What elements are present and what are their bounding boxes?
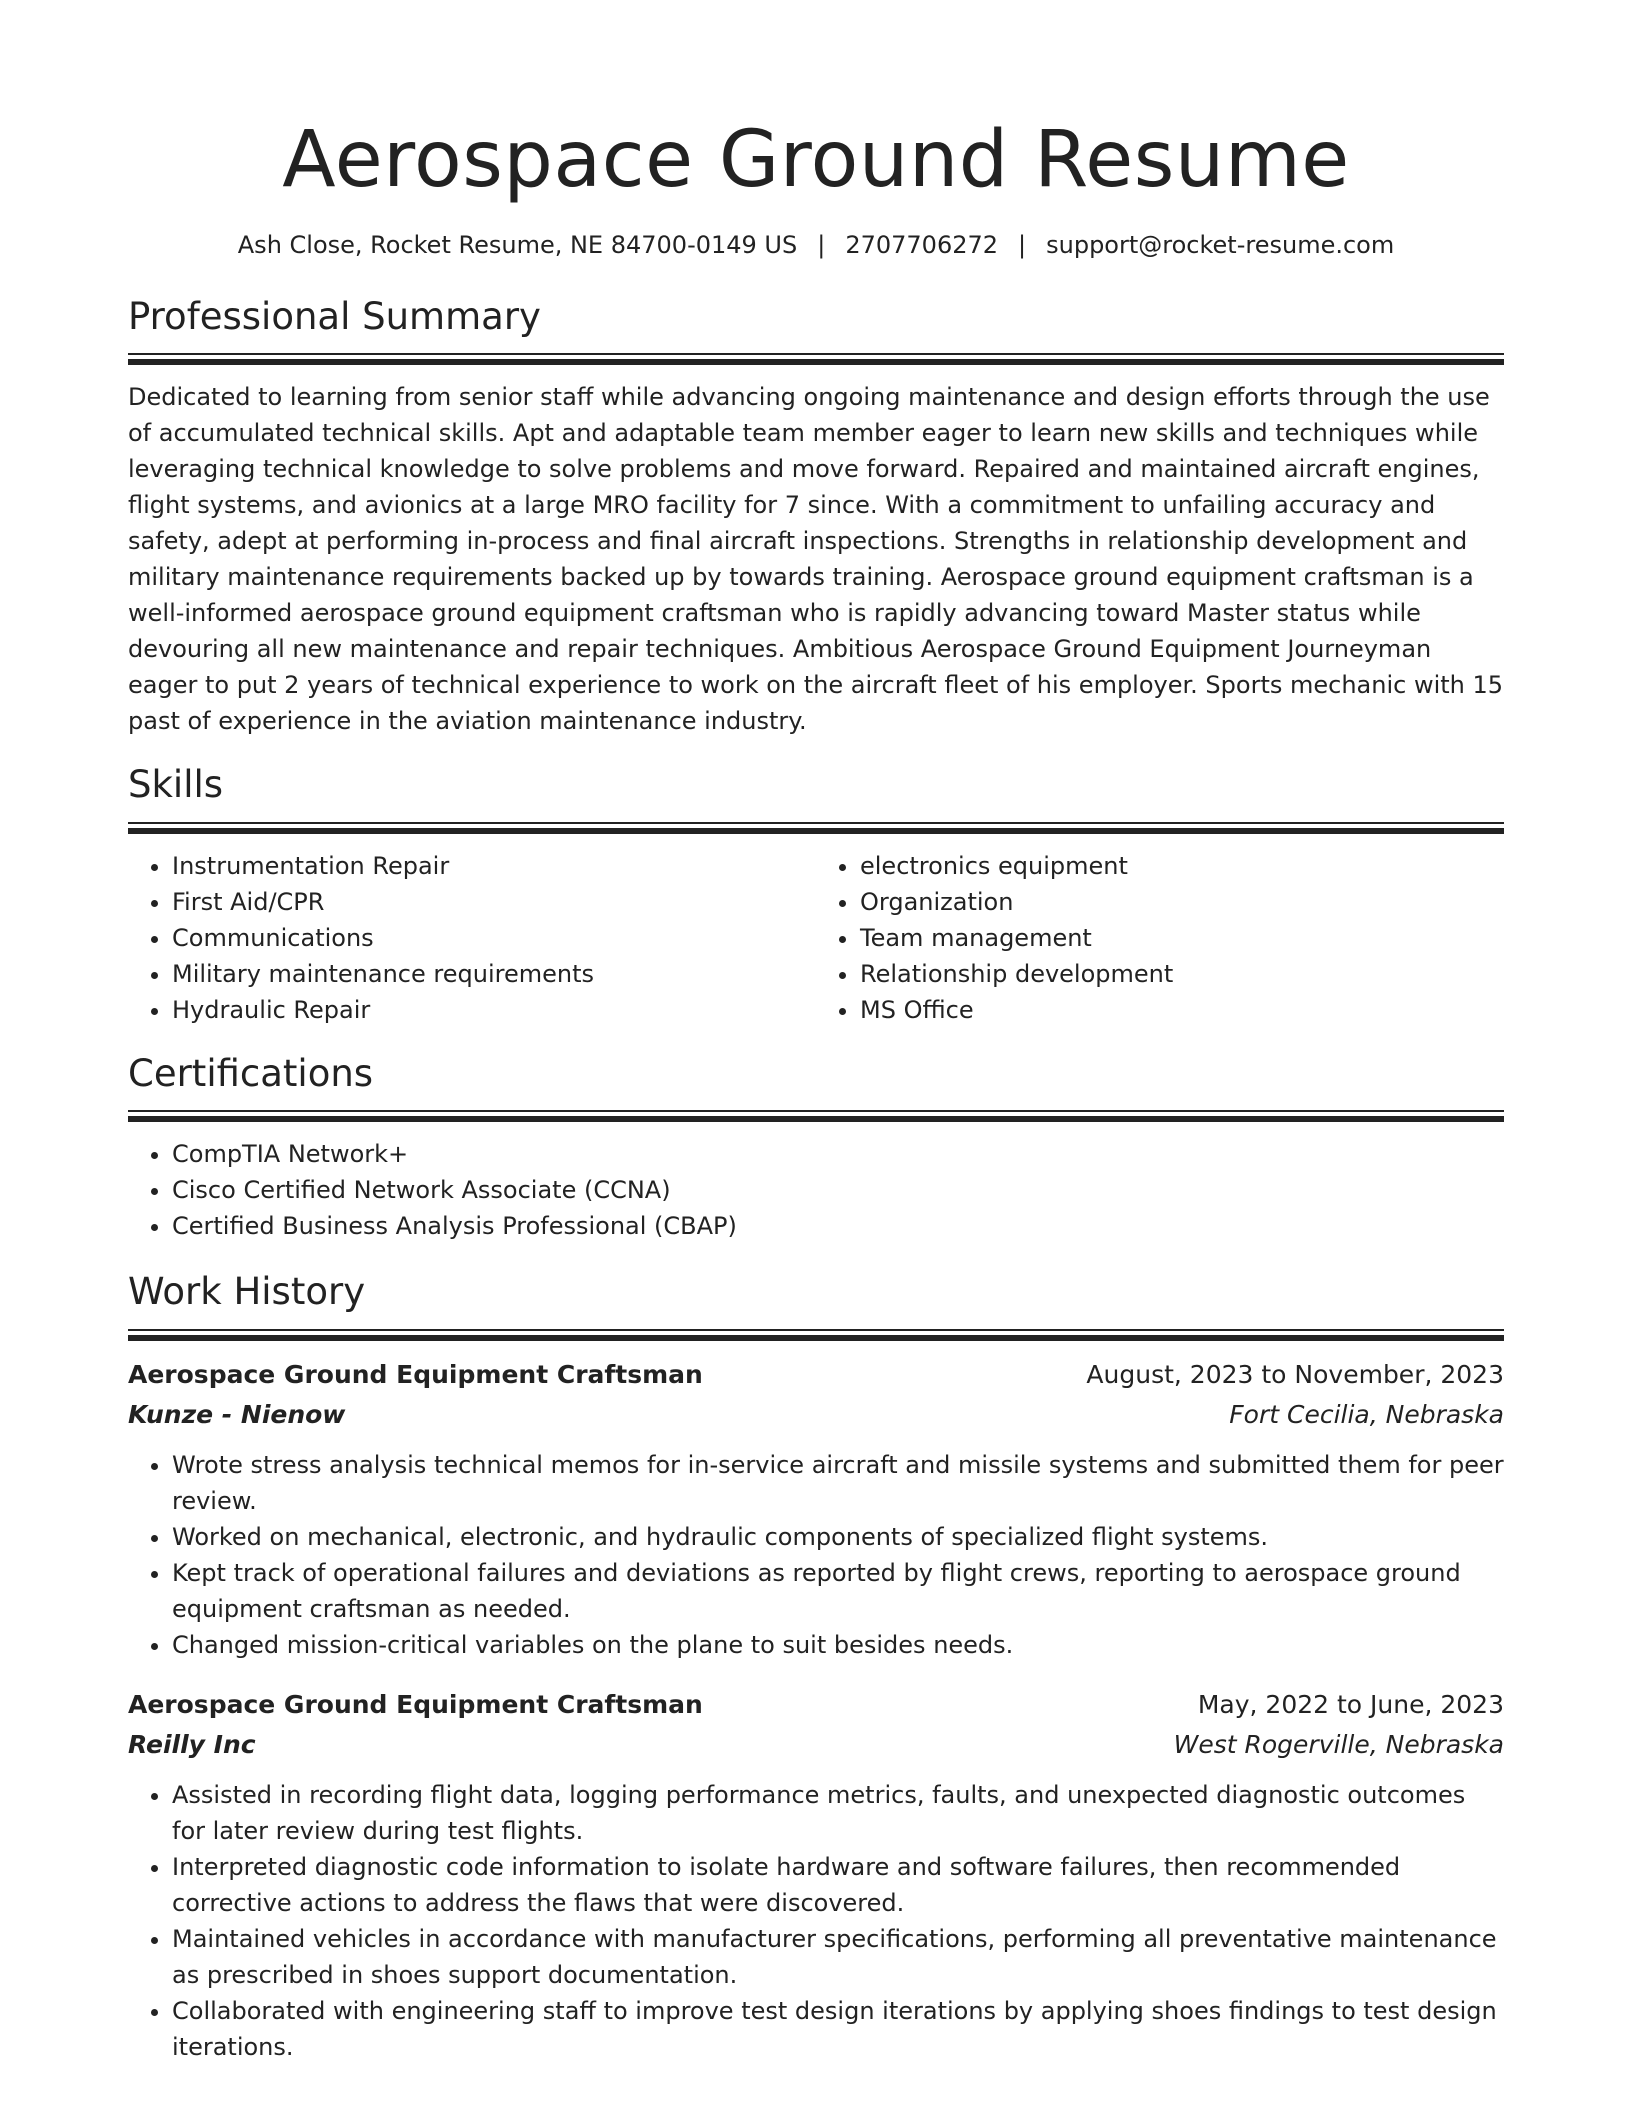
skill-item: • Communications bbox=[172, 920, 816, 956]
certifications-heading: Certifications bbox=[128, 1051, 374, 1095]
job-dates: May, 2022 to June, 2023 bbox=[1197, 1689, 1504, 1719]
work-history-section bbox=[128, 1270, 1504, 2064]
skills-grid bbox=[128, 848, 1504, 1028]
job-location: West Rogerville, Nebraska bbox=[1173, 1729, 1504, 1759]
summary-section bbox=[128, 295, 1504, 739]
skills-column-right bbox=[816, 848, 1504, 1028]
job-subheader bbox=[128, 1395, 1504, 1435]
job-company: Reilly Inc bbox=[128, 1729, 256, 1759]
job-bullet: • Changed mission-critical variables on the plane to suit besides needs. bbox=[172, 1627, 1504, 1663]
certifications-list bbox=[128, 1136, 1504, 1244]
job-bullet: • Worked on mechanical, electronic, and hydraulic components of specialized flight systems. bbox=[172, 1519, 1504, 1555]
contact-line bbox=[128, 230, 1504, 261]
skills-column-left bbox=[128, 848, 816, 1028]
contact-address: Ash Close, Rocket Resume, NE 84700-0149 US bbox=[237, 230, 798, 259]
skills-section bbox=[128, 763, 1504, 1027]
skill-item: • Instrumentation Repair bbox=[172, 848, 816, 884]
section-divider bbox=[128, 822, 1504, 834]
certification-item: • Certified Business Analysis Professional (CBAP) bbox=[172, 1208, 1504, 1244]
skill-item: • Military maintenance requirements bbox=[172, 956, 816, 992]
skill-item: • MS Office bbox=[860, 992, 1504, 1028]
job-entry bbox=[128, 1355, 1504, 1663]
skill-item: • First Aid/CPR bbox=[172, 884, 816, 920]
job-dates: August, 2023 to November, 2023 bbox=[1086, 1359, 1504, 1389]
job-entry bbox=[128, 1685, 1504, 2065]
skills-heading: Skills bbox=[128, 763, 224, 807]
summary-heading: Professional Summary bbox=[128, 294, 541, 338]
job-bullet: • Kept track of operational failures and deviations as reported by flight crews, reporting to aerospace ground equipment craftsman as needed. bbox=[172, 1555, 1504, 1627]
job-header bbox=[128, 1685, 1504, 1725]
job-bullet: • Wrote stress analysis technical memos for in-service aircraft and missile systems and submitted them for peer review. bbox=[172, 1447, 1504, 1519]
section-divider bbox=[128, 1110, 1504, 1122]
certification-item: • CompTIA Network+ bbox=[172, 1136, 1504, 1172]
job-title: Aerospace Ground Equipment Craftsman bbox=[128, 1359, 703, 1389]
job-header bbox=[128, 1355, 1504, 1395]
resume-title: Aerospace Ground Resume bbox=[282, 115, 1350, 205]
certification-item: • Cisco Certified Network Associate (CCNA) bbox=[172, 1172, 1504, 1208]
work-history-heading: Work History bbox=[128, 1270, 366, 1314]
section-divider bbox=[128, 353, 1504, 365]
job-bullet: • Maintained vehicles in accordance with manufacturer specifications, performing all preventative maintenance as prescribed in shoes support documentation. bbox=[172, 1921, 1504, 1993]
certifications-section bbox=[128, 1052, 1504, 1244]
skill-item: • Team management bbox=[860, 920, 1504, 956]
contact-email: support@rocket-resume.com bbox=[1046, 230, 1395, 259]
summary-text: Dedicated to learning from senior staff while advancing ongoing maintenance and design efforts through the use of accumulated technical skills. Apt and adaptable team member eager to learn new skills and techniques while leveraging technical knowledge to solve problems and move forward. Repaired and maintained aircraft engines, flight systems, and avionics at a large MRO facility for 7 since. With a commitment to unfailing accuracy and safety, adept at performing in-process and final aircraft inspections. Strengths in relationship development and military maintenance requirements backed up by towards training. Aerospace ground equipment craftsman is a well-informed aerospace ground equipment craftsman who is rapidly advancing toward Master status while devouring all new maintenance and repair techniques. Ambitious Aerospace Ground Equipment Journeyman eager to put 2 years of technical experience to work on the aircraft fleet of his employer. Sports mechanic with 15 past of experience in the aviation maintenance industry. bbox=[128, 383, 1504, 736]
skill-item: • Relationship development bbox=[860, 956, 1504, 992]
contact-phone: 2707706272 bbox=[845, 230, 999, 259]
job-bullet: • Interpreted diagnostic code information to isolate hardware and software failures, then recommended corrective actions to address the flaws that were discovered. bbox=[172, 1849, 1504, 1921]
skills-list-right bbox=[816, 848, 1504, 1028]
job-bullets bbox=[128, 1447, 1504, 1663]
skill-item: • Organization bbox=[860, 884, 1504, 920]
contact-separator: | bbox=[1018, 230, 1027, 259]
skill-item: • Hydraulic Repair bbox=[172, 992, 816, 1028]
job-title: Aerospace Ground Equipment Craftsman bbox=[128, 1689, 703, 1719]
contact-separator: | bbox=[817, 230, 826, 259]
job-company: Kunze - Nienow bbox=[128, 1399, 346, 1429]
job-bullets bbox=[128, 1777, 1504, 2065]
job-subheader bbox=[128, 1725, 1504, 1765]
job-bullet: • Collaborated with engineering staff to improve test design iterations by applying shoes findings to test design iterations. bbox=[172, 1993, 1504, 2065]
job-bullet: • Assisted in recording flight data, logging performance metrics, faults, and unexpected diagnostic outcomes for later review during test flights. bbox=[172, 1777, 1504, 1849]
section-divider bbox=[128, 1329, 1504, 1341]
skills-list-left bbox=[128, 848, 816, 1028]
skill-item: • electronics equipment bbox=[860, 848, 1504, 884]
job-location: Fort Cecilia, Nebraska bbox=[1229, 1399, 1504, 1429]
